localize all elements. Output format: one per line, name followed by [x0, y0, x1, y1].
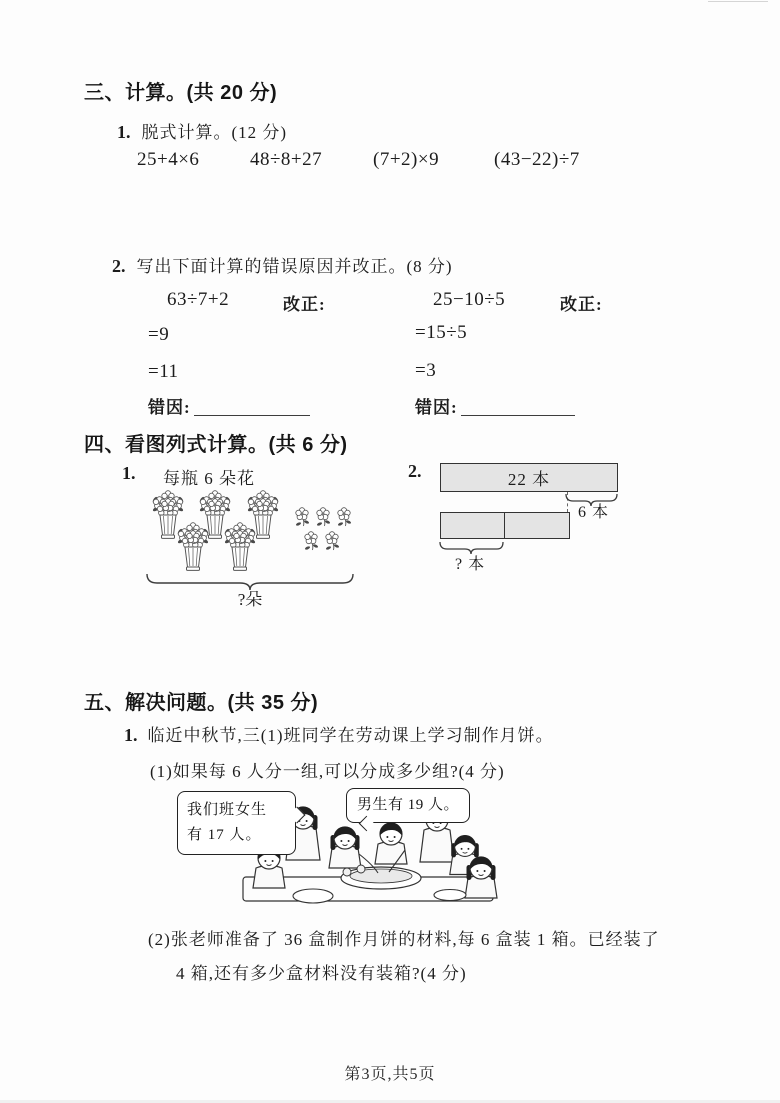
bottom-bar-divider [504, 513, 505, 538]
flower-question-label: ?朵 [237, 590, 263, 609]
reason-label-right: 错因: [415, 398, 458, 417]
speech-bubble-girls [177, 791, 296, 855]
flower-vase-icon [224, 523, 256, 571]
q2-number: 2. [112, 256, 126, 276]
step-right-1: =15÷5 [415, 322, 468, 343]
step-right-2: =3 [415, 360, 437, 381]
reason-label-left: 错因: [148, 398, 191, 417]
q1-label: 脱式计算。(12 分) [141, 123, 288, 142]
figure-1-caption: 每瓶 6 朵花 [163, 469, 255, 488]
under-brace [147, 574, 353, 590]
expression-4: (43−22)÷7 [494, 149, 580, 170]
flower-vase-icon [177, 523, 209, 571]
q1-part2-line2: 4 箱,还有多少盒材料没有装箱?(4 分) [176, 964, 467, 983]
section-3-heading: 三、计算。(共 20 分) [84, 82, 278, 104]
expression-1: 25+4×6 [137, 149, 200, 170]
reason-line-left [148, 393, 310, 418]
error-expression-left: 63÷7+2 [167, 289, 230, 310]
child-girl-seated [329, 827, 361, 869]
section-3-q2-line [112, 252, 453, 277]
loose-flower-icon [316, 508, 330, 527]
child-boy-seated [375, 823, 407, 865]
six-books-label: 6 本 [578, 504, 610, 521]
q1-part2-line1: (2)张老师准备了 36 盒制作月饼的材料,每 6 盒装 1 箱。已经装了 [148, 930, 660, 949]
step-left-2: =11 [148, 361, 179, 382]
small-bowl [293, 889, 333, 903]
step-left-1: =9 [148, 324, 170, 345]
reason-line-right [415, 393, 575, 418]
expression-2: 48÷8+27 [250, 149, 323, 170]
q2-label: 写出下面计算的错误原因并改正。(8 分) [136, 257, 453, 276]
bubble-text: 男生有 19 人。 [357, 797, 460, 813]
answer-blank-left [194, 401, 310, 416]
section-5-heading: 五、解决问题。(共 35 分) [84, 692, 319, 714]
books-top-bar [440, 463, 618, 492]
q1-number: 1. [117, 122, 131, 142]
bubble-text-line2: 有 17 人。 [187, 827, 262, 843]
q1-intro: 临近中秋节,三(1)班同学在劳动课上学习制作月饼。 [147, 726, 554, 745]
answer-blank-right [461, 401, 575, 416]
expression-3: (7+2)×9 [373, 149, 440, 170]
error-expression-right: 25−10÷5 [433, 289, 506, 310]
figure-1-number: 1. [122, 463, 136, 483]
section-4-heading: 四、看图列式计算。(共 6 分) [84, 434, 348, 456]
correct-label-left: 改正: [283, 295, 326, 314]
scan-artifact-top [708, 1, 768, 2]
section-5-q1-line [124, 721, 554, 746]
flower-vases-figure [140, 486, 360, 612]
top-bar-label: 22 本 [507, 470, 551, 489]
q1-number: 1. [124, 725, 138, 745]
mooncake-icon [343, 868, 351, 876]
loose-flower-icon [295, 508, 309, 527]
question-books-label: ? 本 [455, 556, 486, 573]
loose-flower-icon [325, 532, 339, 551]
figure-2-number: 2. [408, 461, 422, 481]
loose-flower-icon [304, 532, 318, 551]
loose-flower-icon [337, 508, 351, 527]
q1-part1: (1)如果每 6 人分一组,可以分成多少组?(4 分) [150, 762, 505, 781]
speech-bubble-boys [346, 788, 470, 823]
plate [434, 890, 466, 901]
section-3-q1-line [117, 118, 287, 143]
page-footer: 第3页,共5页 [344, 1066, 436, 1083]
books-bottom-bar [440, 512, 570, 539]
correct-label-right: 改正: [560, 295, 603, 314]
bubble-text-line1: 我们班女生 [187, 802, 268, 818]
mooncake-icon [357, 865, 365, 873]
